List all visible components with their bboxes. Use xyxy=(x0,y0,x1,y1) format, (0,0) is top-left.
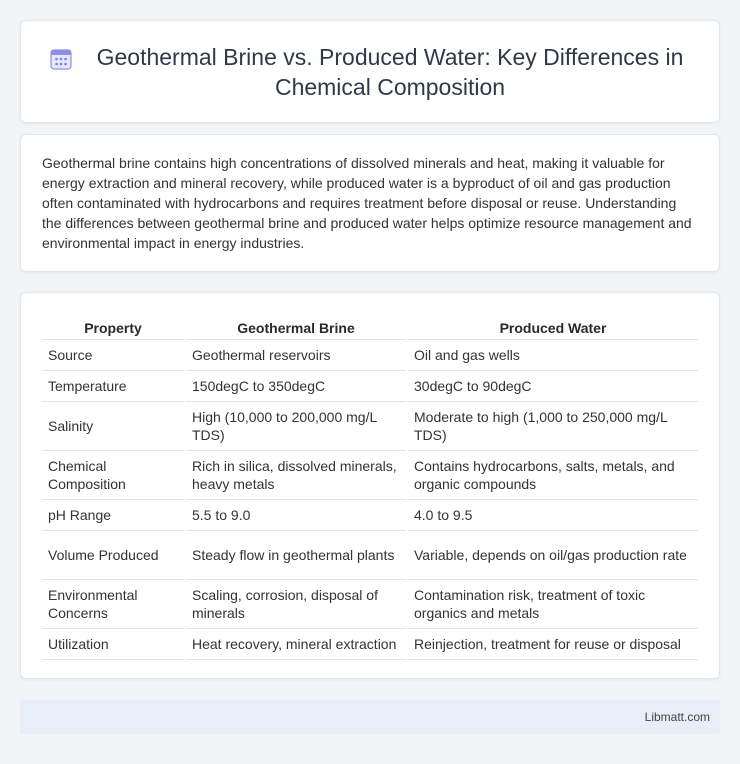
geothermal-brine-cell: High (10,000 to 200,000 mg/L TDS) xyxy=(185,401,407,450)
table-row xyxy=(42,628,698,659)
produced-water-cell: Oil and gas wells xyxy=(407,339,698,370)
table-row xyxy=(42,530,698,579)
table-row xyxy=(42,450,698,499)
comparison-table-card xyxy=(20,292,720,679)
geothermal-brine-cell: Heat recovery, mineral extraction xyxy=(185,628,407,659)
produced-water-cell: Moderate to high (1,000 to 250,000 mg/L TDS) xyxy=(407,401,698,450)
footer-bar xyxy=(20,700,720,734)
property-cell: Salinity xyxy=(42,401,185,450)
produced-water-cell: Contains hydrocarbons, salts, metals, and organic compounds xyxy=(407,450,698,499)
geothermal-brine-cell: Scaling, corrosion, disposal of minerals xyxy=(185,579,407,628)
geothermal-brine-cell: 5.5 to 9.0 xyxy=(185,499,407,530)
produced-water-cell: Variable, depends on oil/gas production rate xyxy=(407,530,698,579)
geothermal-brine-cell: Rich in silica, dissolved minerals, heavy metals xyxy=(185,450,407,499)
property-cell: Source xyxy=(42,339,185,370)
property-cell: Utilization xyxy=(42,628,185,659)
produced-water-cell: 4.0 to 9.5 xyxy=(407,499,698,530)
property-cell: pH Range xyxy=(42,499,185,530)
produced-water-cell: Contamination risk, treatment of toxic organics and metals xyxy=(407,579,698,628)
table-row xyxy=(42,370,698,401)
table-row xyxy=(42,339,698,370)
table-row xyxy=(42,499,698,530)
table-row xyxy=(42,579,698,628)
column-header-property: Property xyxy=(42,313,185,339)
geothermal-brine-cell: Geothermal reservoirs xyxy=(185,339,407,370)
intro-paragraph: Geothermal brine contains high concentrations of dissolved minerals and heat, making it valuable for energy extraction and mineral recovery, while produced water is a byproduct of oil and gas production often contaminated with hydrocarbons and requires treatment before disposal or reuse. Understanding the differences between geothermal brine and produced water helps optimize resource management and environmental impact in energy industries. xyxy=(42,155,692,251)
table-header-row xyxy=(42,313,698,339)
property-cell: Temperature xyxy=(42,370,185,401)
produced-water-cell: Reinjection, treatment for reuse or disposal xyxy=(407,628,698,659)
column-header-produced-water: Produced Water xyxy=(407,313,698,339)
property-cell: Volume Produced xyxy=(42,530,185,579)
geothermal-brine-cell: 150degC to 350degC xyxy=(185,370,407,401)
table-row xyxy=(42,401,698,450)
property-cell: Chemical Composition xyxy=(42,450,185,499)
produced-water-cell: 30degC to 90degC xyxy=(407,370,698,401)
column-header-geothermal-brine: Geothermal Brine xyxy=(185,313,407,339)
property-cell: Environmental Concerns xyxy=(42,579,185,628)
comparison-table xyxy=(42,313,698,660)
footer-brand-link[interactable]: Libmatt.com xyxy=(644,710,710,724)
geothermal-brine-cell: Steady flow in geothermal plants xyxy=(185,530,407,579)
header-card xyxy=(20,20,720,123)
page-title: Geothermal Brine vs. Produced Water: Key Differences in Chemical Composition xyxy=(96,43,684,100)
intro-card xyxy=(20,134,720,272)
